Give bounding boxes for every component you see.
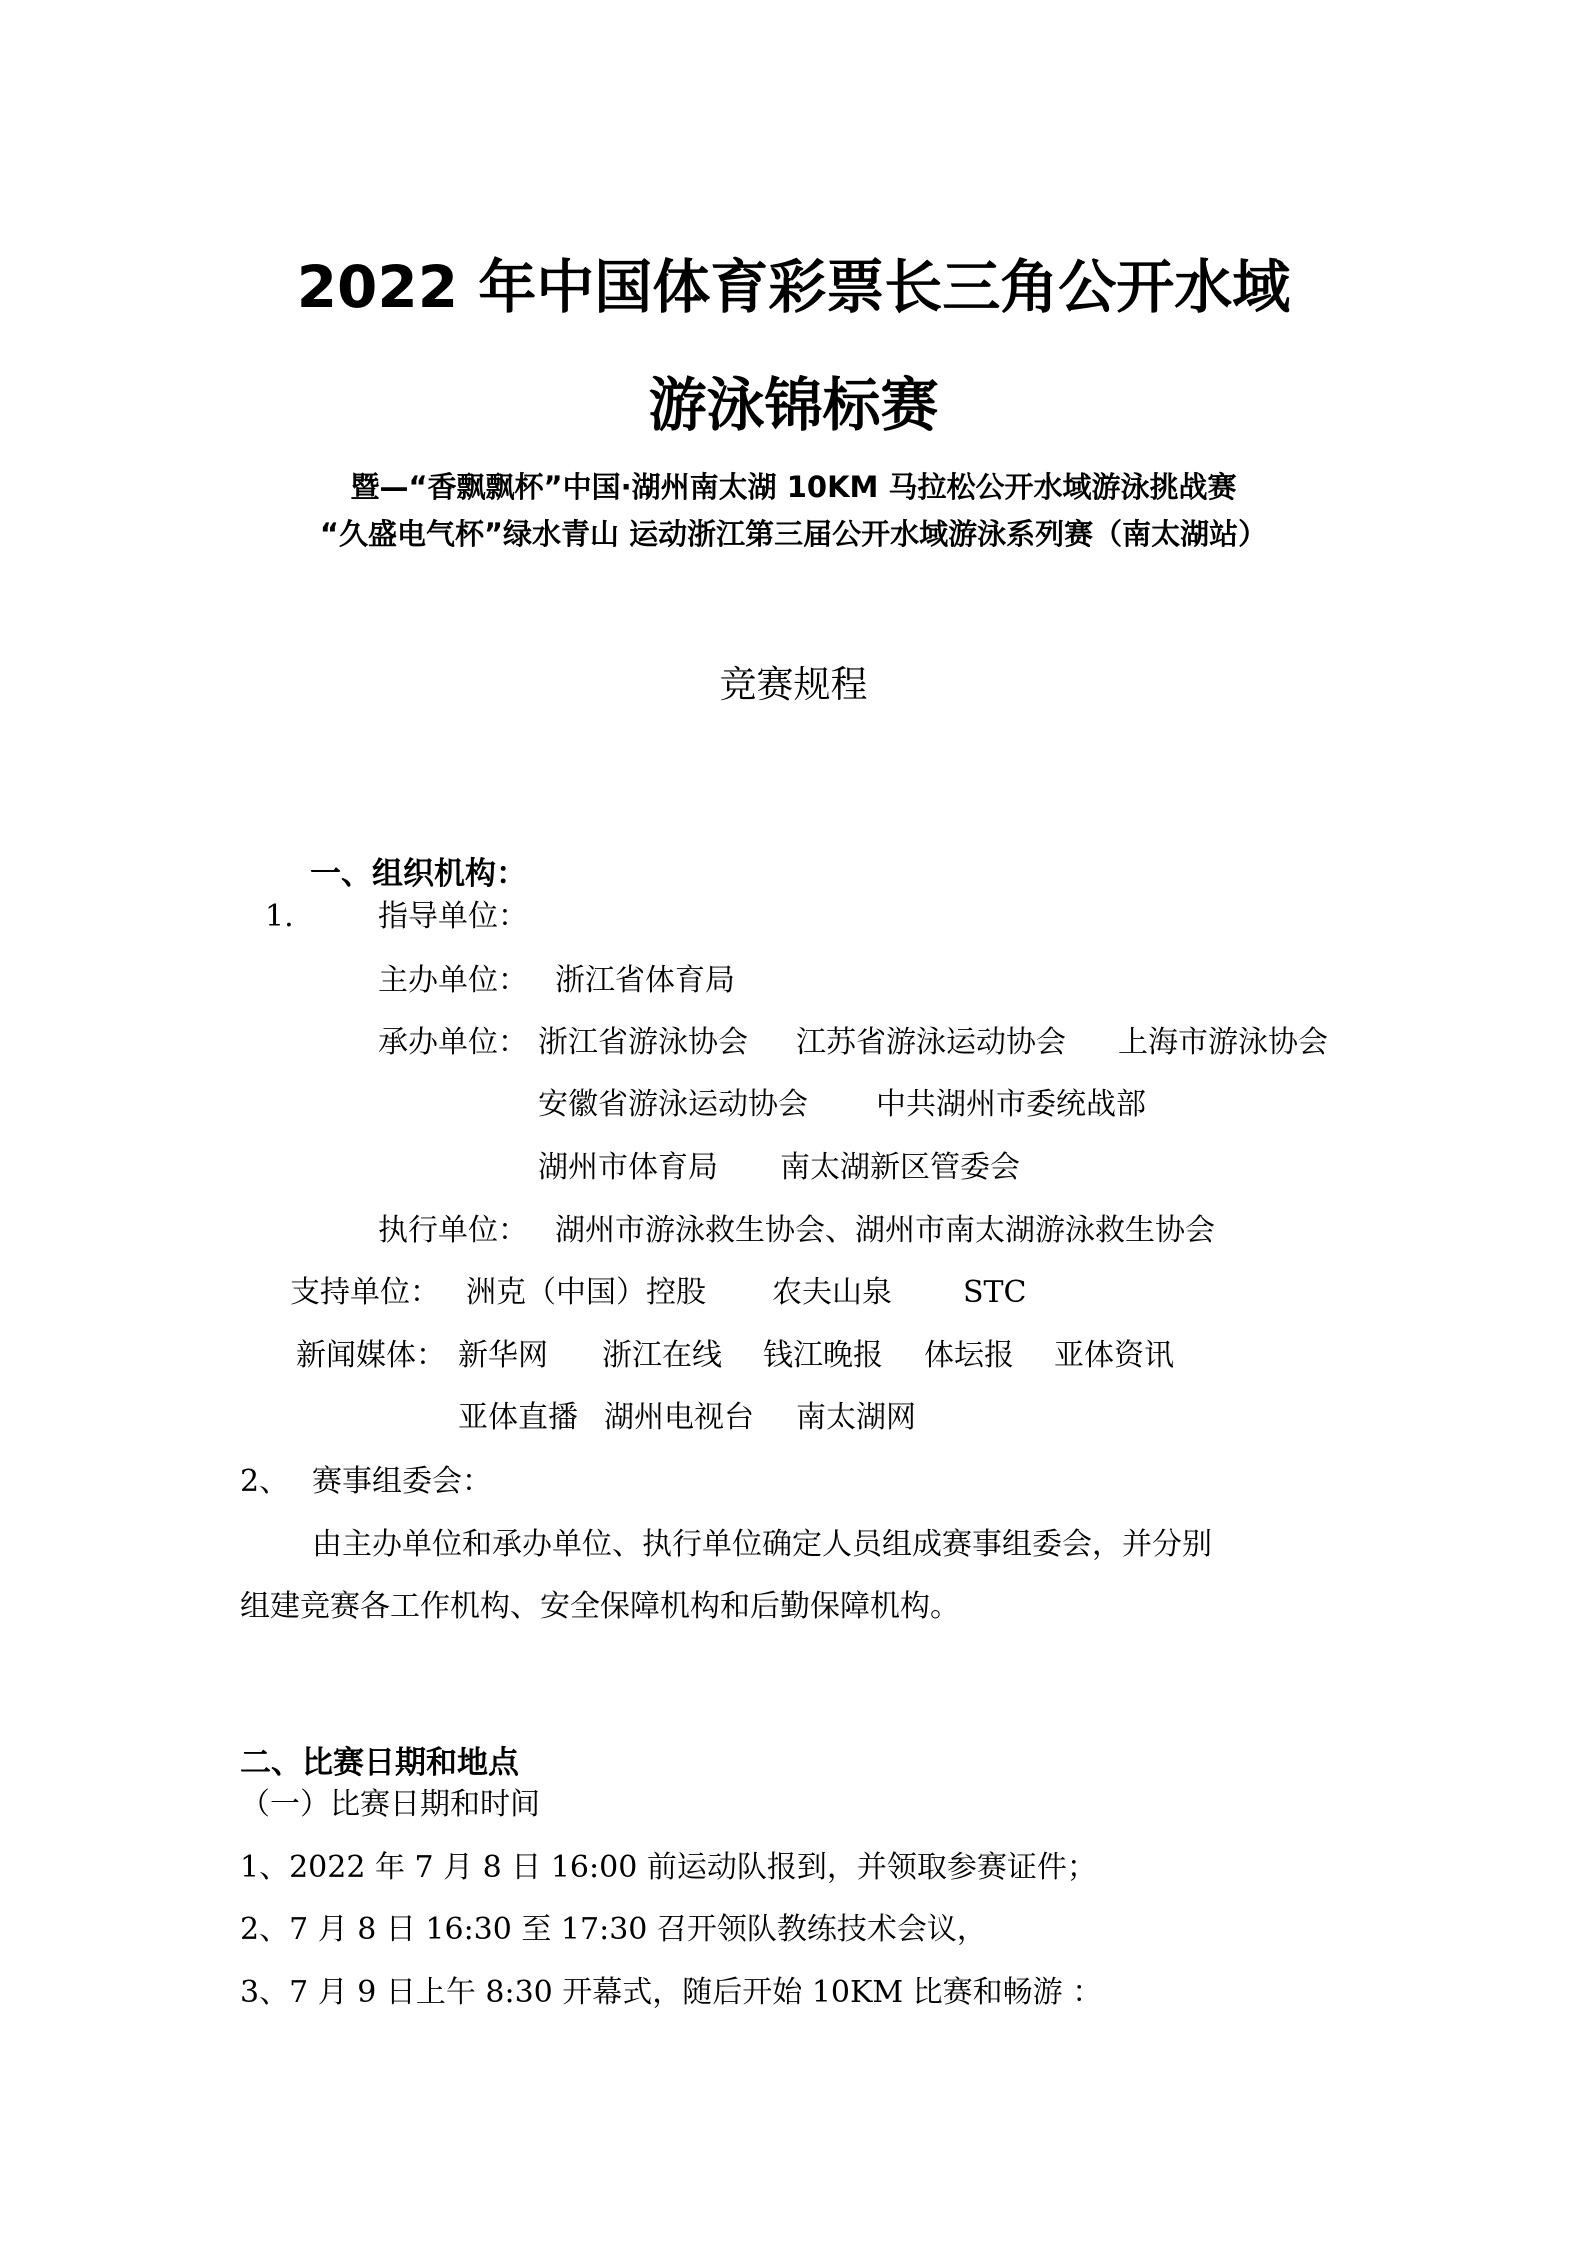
host-value: 浙江省体育局 xyxy=(555,963,735,998)
support-2: 农夫山泉 xyxy=(772,1275,892,1310)
support-1: 洲克（中国）控股 xyxy=(466,1275,706,1310)
media-label: 新闻媒体： xyxy=(296,1338,446,1373)
exec-value: 湖州市游泳救生协会、湖州市南太湖游泳救生协会 xyxy=(555,1213,1215,1248)
organizer-5: 中共湖州市委统战部 xyxy=(876,1087,1146,1122)
media-1: 新华网 xyxy=(458,1338,548,1373)
host-label: 主办单位： xyxy=(378,963,528,998)
organizer-7: 南太湖新区管委会 xyxy=(780,1150,1020,1185)
organizer-label: 承办单位： xyxy=(378,1025,528,1060)
support-label: 支持单位： xyxy=(290,1275,440,1310)
media-4: 体坛报 xyxy=(924,1338,1014,1373)
schedule-line-1: 1、2022 年 7 月 8 日 16:00 前运动队报到，并领取参赛证件； xyxy=(240,1850,1097,1885)
media-6: 亚体直播 xyxy=(458,1400,578,1435)
subtitle-line2: “久盛电气杯”绿水青山 运动浙江第三届公开水域游泳系列赛（南太湖站） xyxy=(319,517,1268,551)
item2-text-line2: 组建竞赛各工作机构、安全保障机构和后勤保障机构。 xyxy=(240,1589,960,1624)
media-8: 南太湖网 xyxy=(796,1400,916,1435)
organizer-3: 上海市游泳协会 xyxy=(1118,1025,1328,1060)
subtitle-line1: 暨—“香飘飘杯”中国·湖州南太湖 10KM 马拉松公开水域游泳挑战赛 xyxy=(350,470,1237,504)
organizer-6: 湖州市体育局 xyxy=(538,1150,718,1185)
item1-number: 1. xyxy=(265,899,294,934)
media-2: 浙江在线 xyxy=(602,1338,722,1373)
item2-label: 赛事组委会： xyxy=(312,1464,492,1499)
organizer-1: 浙江省游泳协会 xyxy=(538,1025,748,1060)
media-7: 湖州电视台 xyxy=(604,1400,754,1435)
section2-heading: 二、比赛日期和地点 xyxy=(240,1745,519,1781)
schedule-line-3: 3、7 月 9 日上午 8:30 开幕式，随后开始 10KM 比赛和畅游 ： xyxy=(240,1975,1103,2010)
section2-sub1: （一）比赛日期和时间 xyxy=(240,1787,540,1822)
schedule-line-2: 2、7 月 8 日 16:30 至 17:30 召开领队教练技术会议， xyxy=(240,1912,987,1947)
organizer-2: 江苏省游泳运动协会 xyxy=(796,1025,1066,1060)
page-title-line2: 游泳锦标赛 xyxy=(648,371,939,439)
page-title-line1: 2022 年中国体育彩票长三角公开水域 xyxy=(296,253,1291,321)
document-heading: 竞赛规程 xyxy=(719,663,868,706)
organizer-4: 安徽省游泳运动协会 xyxy=(538,1087,808,1122)
section1-heading: 一、组织机构： xyxy=(310,856,527,892)
item1-label: 指导单位： xyxy=(378,899,528,934)
exec-label: 执行单位： xyxy=(378,1213,528,1248)
media-5: 亚体资讯 xyxy=(1054,1338,1174,1373)
item2-number: 2、 xyxy=(240,1464,290,1499)
media-3: 钱江晚报 xyxy=(763,1338,883,1373)
item2-text-line1: 由主办单位和承办单位、执行单位确定人员组成赛事组委会，并分别 xyxy=(312,1527,1212,1562)
support-3: STC xyxy=(963,1275,1027,1310)
